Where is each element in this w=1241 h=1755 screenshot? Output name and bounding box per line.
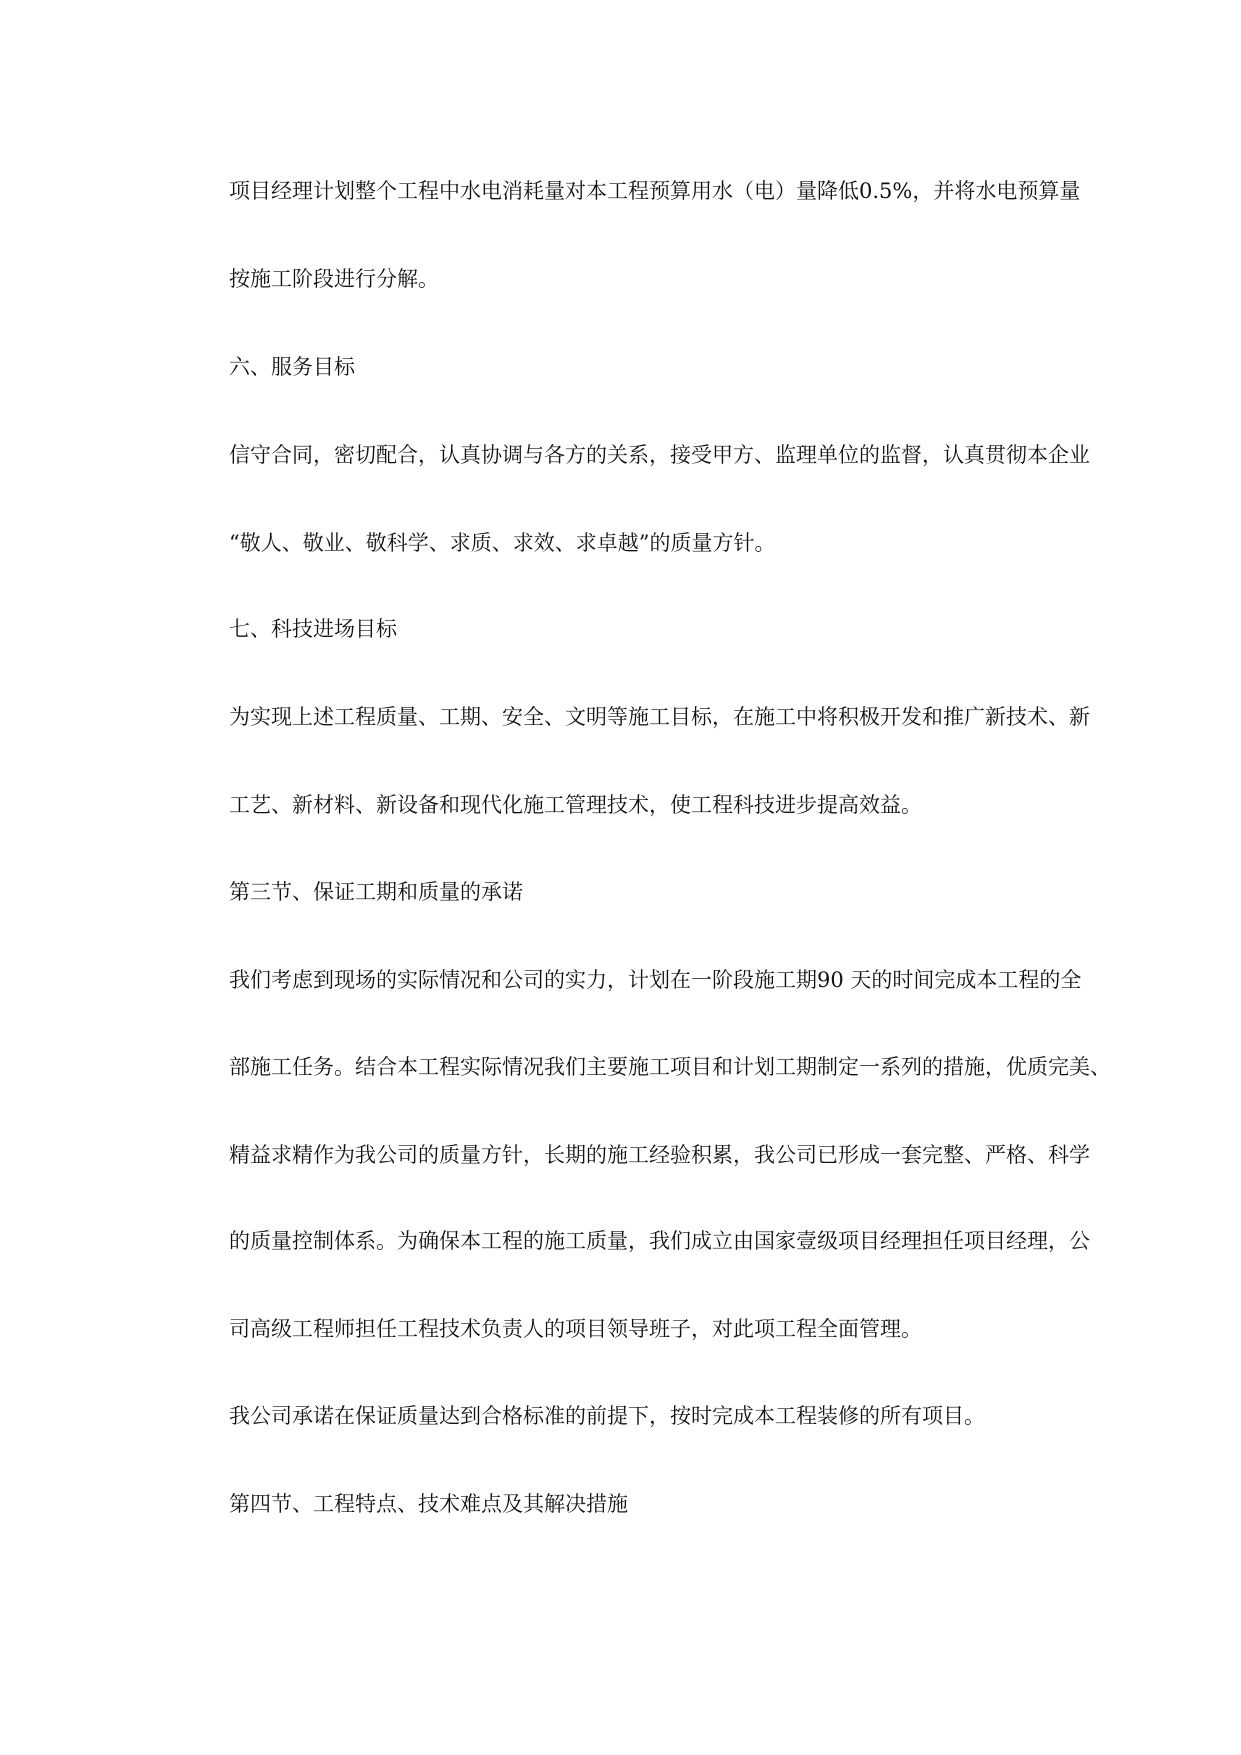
paragraph-line: 为实现上述工程质量、工期、安全、文明等施工目标，在施工中将积极开发和推广新技术、新 [229, 705, 1090, 729]
paragraph-line: 司高级工程师担任工程技术负责人的项目领导班子，对此项工程全面管理。 [229, 1317, 922, 1341]
paragraph-line: 项目经理计划整个工程中水电消耗量对本工程预算用水（电）量降低0.5%，并将水电预算量 [229, 179, 1081, 203]
paragraph-line: 工艺、新材料、新设备和现代化施工管理技术，使工程科技进步提高效益。 [229, 793, 922, 817]
paragraph-line: 精益求精作为我公司的质量方针，长期的施工经验积累，我公司已形成一套完整、严格、科学 [229, 1143, 1090, 1167]
section-heading: 第三节、保证工期和质量的承诺 [229, 880, 523, 904]
paragraph-line: 的质量控制体系。为确保本工程的施工质量，我们成立由国家壹级项目经理担任项目经理，公 [229, 1229, 1090, 1253]
paragraph-line: 按施工阶段进行分解。 [229, 267, 439, 291]
paragraph-line: 我公司承诺在保证质量达到合格标准的前提下，按时完成本工程装修的所有项目。 [229, 1404, 985, 1428]
section-heading: 七、科技进场目标 [229, 617, 397, 641]
paragraph-line: 信守合同，密切配合，认真协调与各方的关系，接受甲方、监理单位的监督，认真贯彻本企业 [229, 443, 1090, 467]
section-heading: 第四节、工程特点、技术难点及其解决措施 [229, 1492, 628, 1516]
paragraph-line: 部施工任务。结合本工程实际情况我们主要施工项目和计划工期制定一系列的措施，优质完美、 [229, 1055, 1111, 1079]
paragraph-line: 我们考虑到现场的实际情况和公司的实力，计划在一阶段施工期90 天的时间完成本工程的全 [229, 968, 1082, 992]
paragraph-line: “敬人、敬业、敬科学、求质、求效、求卓越”的质量方针。 [229, 531, 776, 555]
section-heading: 六、服务目标 [229, 355, 355, 379]
